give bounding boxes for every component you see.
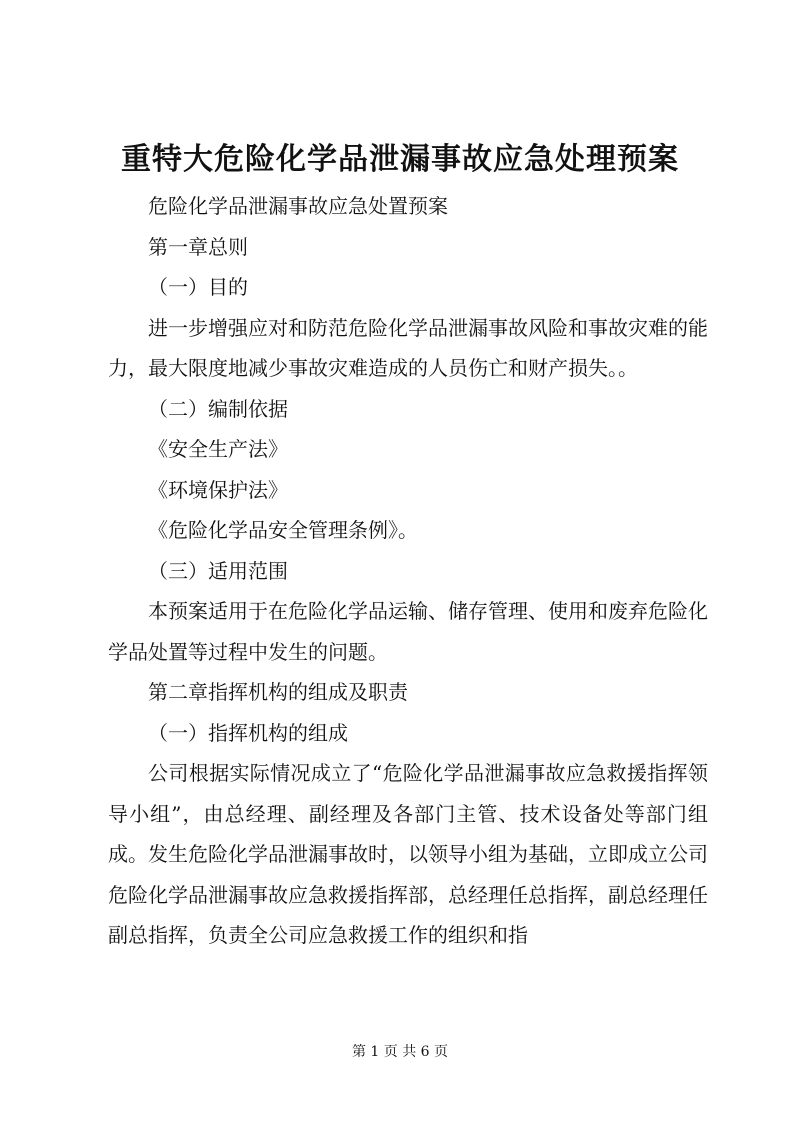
paragraph-section-basis: （二）编制依据 [148,396,288,421]
document-title: 重特大危险化学品泄漏事故应急处理预案 [121,142,679,177]
paragraph-scope-text: 本预案适用于在危险化学品运输、储存管理、使用和废弃危险化学品处置等过程中发生的问题。 [108,599,708,664]
page-footer: 第 1 页 共 6 页 [351,1044,449,1060]
paragraph-chapter-2: 第二章指挥机构的组成及职责 [148,680,408,704]
paragraph-law-environment: 《环境保护法》 [148,477,288,502]
paragraph-regulation-chemicals: 《危险化学品安全管理条例》。 [148,518,418,542]
paragraph-law-safety: 《安全生产法》 [148,437,288,461]
paragraph-organization-text: 公司根据实际情况成立了“危险化学品泄漏事故应急救援指挥领导小组”，由总经理、副经理及各部门主管、技术设备处等部门组成。发生危险化学品泄漏事故时，以领导小组为基础，立即成立公司危险化学品泄漏事故应急救援指挥部，总经理任总指挥，副总经理任副总指挥，负责全公司应急救援工作的组织和指 [108,761,708,947]
paragraph-section-purpose: （一）目的 [148,275,248,299]
paragraph-purpose-text: 进一步增强应对和防范危险化学品泄漏事故风险和事故灾难的能力，最大限度地减少事故灾难造成的人员伤亡和财产损失。。 [108,315,708,380]
paragraph-section-organization: （一）指挥机构的组成 [148,720,348,745]
document-body [108,186,708,956]
paragraph-chapter-1: 第一章总则 [148,234,248,259]
paragraph-subtitle: 危险化学品泄漏事故应急处置预案 [148,194,448,218]
paragraph-section-scope: （三）适用范围 [148,558,288,583]
